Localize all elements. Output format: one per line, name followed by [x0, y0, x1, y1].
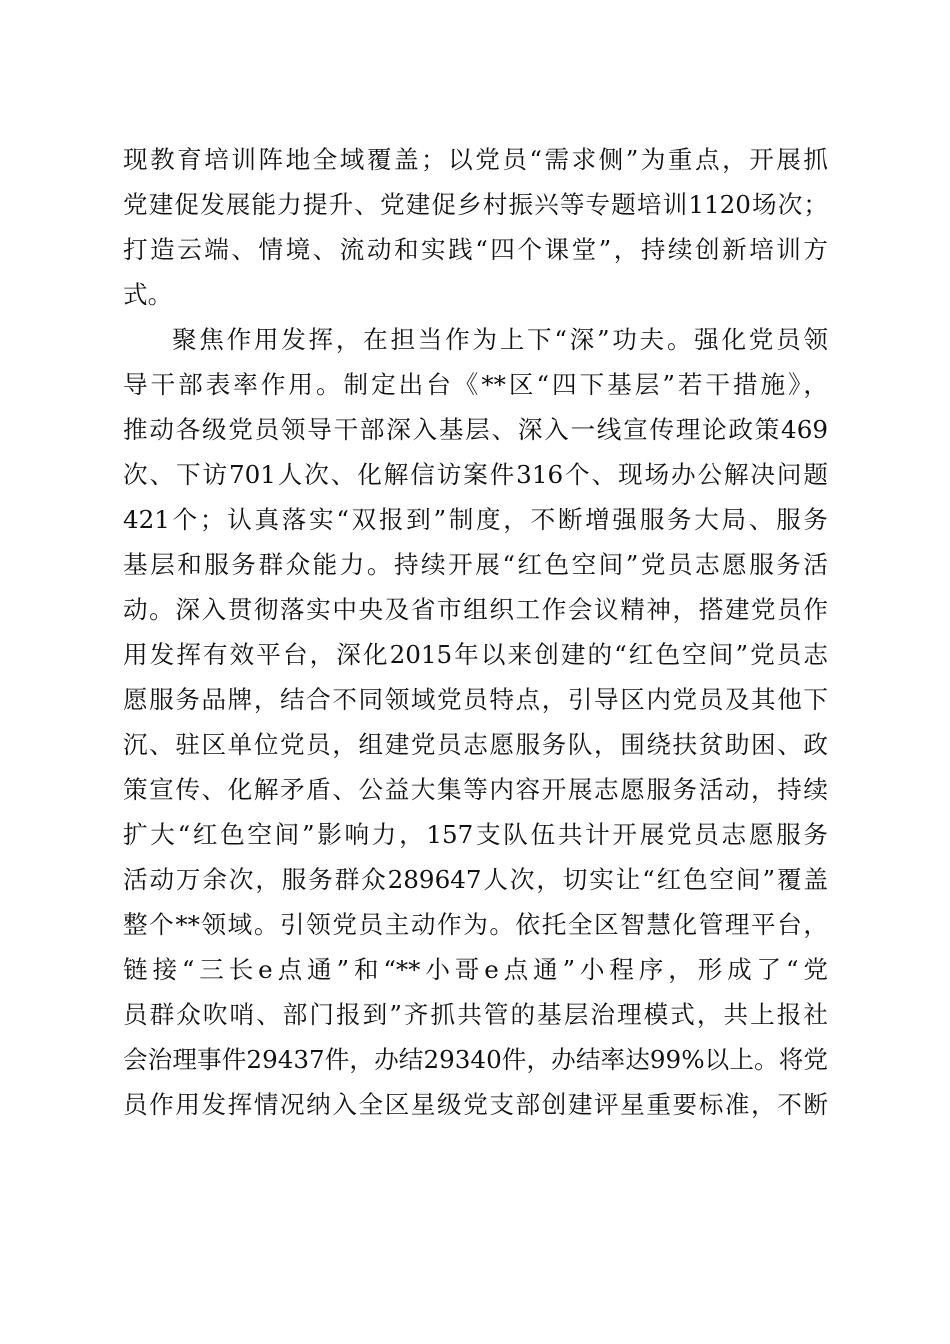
- text-line: 用发挥有效平台，深化2015年以来创建的“红色空间”党员志: [123, 640, 828, 669]
- text-line: 活动万余次，服务群众289647人次，切实让“红色空间”覆盖: [123, 865, 828, 894]
- text-line: 员作用发挥情况纳入全区星级党支部创建评星重要标准，不断: [123, 1090, 828, 1119]
- text-line: 打造云端、情境、流动和实践“四个课堂”，持续创新培训方: [123, 235, 828, 264]
- text-line: 整个**领域。引领党员主动作为。依托全区智慧化管理平台，: [123, 910, 828, 939]
- text-line: 会治理事件29437件，办结29340件，办结率达99%以上。将党: [123, 1045, 828, 1074]
- text-line: 导干部表率作用。制定出台《**区“四下基层”若干措施》，: [123, 370, 828, 399]
- text-line: 策宣传、化解矛盾、公益大集等内容开展志愿服务活动，持续: [123, 775, 828, 804]
- text-line: 党建促发展能力提升、党建促乡村振兴等专题培训1120场次；: [123, 190, 828, 219]
- paragraph-first-line: 聚焦作用发挥，在担当作为上下“深”功夫。强化党员领: [172, 325, 828, 354]
- text-line: 员群众吹哨、部门报到”齐抓共管的基层治理模式，共上报社: [123, 1000, 828, 1029]
- text-line: 现教育培训阵地全域覆盖；以党员“需求侧”为重点，开展抓: [123, 145, 828, 174]
- text-line: 动。深入贯彻落实中央及省市组织工作会议精神，搭建党员作: [123, 595, 828, 624]
- text-line: 次、下访701人次、化解信访案件316个、现场办公解决问题: [123, 460, 828, 489]
- text-line: 沉、驻区单位党员，组建党员志愿服务队，围绕扶贫助困、政: [123, 730, 828, 759]
- text-line: 基层和服务群众能力。持续开展“红色空间”党员志愿服务活: [123, 550, 828, 579]
- text-line: 愿服务品牌，结合不同领域党员特点，引导区内党员及其他下: [123, 685, 828, 714]
- text-line: 421个；认真落实“双报到”制度，不断增强服务大局、服务: [123, 505, 828, 534]
- text-line: 式。: [123, 280, 173, 309]
- text-line: 链接“三长e点通”和“**小哥e点通”小程序，形成了“党: [123, 955, 828, 984]
- text-line: 扩大“红色空间”影响力，157支队伍共计开展党员志愿服务: [123, 820, 828, 849]
- text-line: 推动各级党员领导干部深入基层、深入一线宣传理论政策469: [123, 415, 828, 444]
